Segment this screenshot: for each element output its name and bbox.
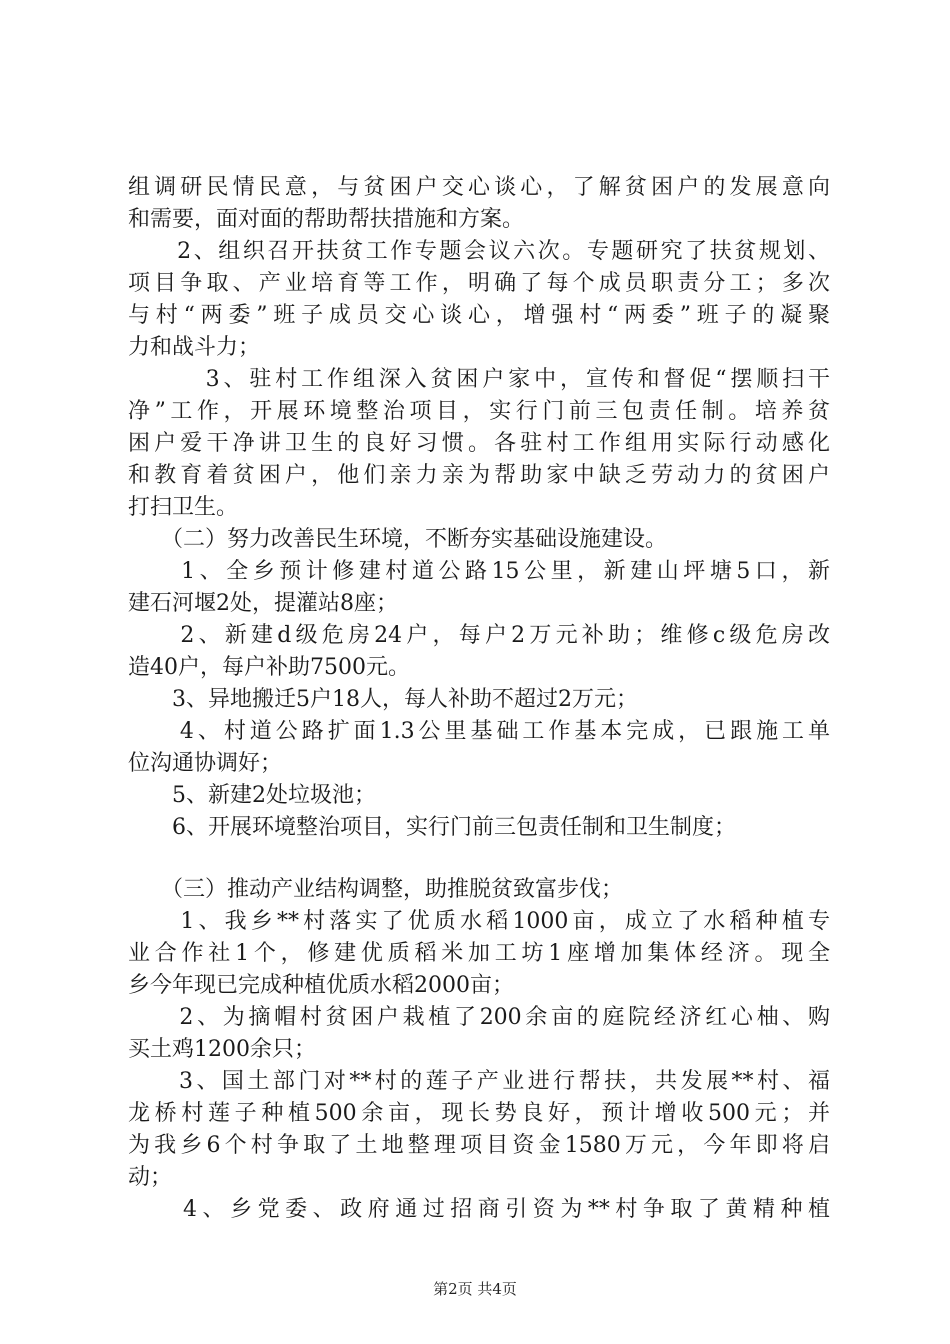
text-line: 1、全乡预计修建村道公路15公里，新建山坪塘5口，新 <box>128 559 830 584</box>
text-line: 和教育着贫困户，他们亲力亲为帮助家中缺乏劳动力的贫困户 <box>128 463 830 488</box>
text-line: 建石河堰2处，提灌站8座； <box>128 591 398 616</box>
text-line: 位沟通协调好； <box>128 751 283 776</box>
text-line: 3、异地搬迁5户18人，每人补助不超过2万元； <box>128 687 638 712</box>
text-line: 净”工作，开展环境整治项目，实行门前三包责任制。培养贫 <box>128 399 830 424</box>
text-line: 龙桥村莲子种植500余亩，现长势良好，预计增收500元；并 <box>128 1101 830 1126</box>
text-line: 业合作社1个，修建优质稻米加工坊1座增加集体经济。现全 <box>128 941 830 966</box>
text-line: 6、开展环境整治项目，实行门前三包责任制和卫生制度； <box>128 815 736 840</box>
page-number-footer: 第2页 共4页 <box>433 1280 517 1298</box>
text-line: 买土鸡1200余只； <box>128 1037 316 1062</box>
text-line: 3、国土部门对**村的莲子产业进行帮扶，共发展**村、福 <box>128 1069 830 1094</box>
text-line: 2、组织召开扶贫工作专题会议六次。专题研究了扶贫规划、 <box>128 239 830 264</box>
text-line: 与村“两委”班子成员交心谈心，增强村“两委”班子的凝聚 <box>128 303 830 328</box>
text-line: 困户爱干净讲卫生的良好习惯。各驻村工作组用实际行动感化 <box>128 431 830 456</box>
text-line: 5、新建2处垃圾池； <box>128 783 376 808</box>
text-line: 力和战斗力； <box>128 335 261 360</box>
text-line: 为我乡6个村争取了土地整理项目资金1580万元，今年即将启 <box>128 1133 830 1158</box>
section-heading: （二）努力改善民生环境，不断夯实基础设施建设。 <box>128 527 668 552</box>
text-line: 动； <box>128 1165 173 1190</box>
document-body <box>128 172 830 1226</box>
paragraph-gap <box>128 844 830 874</box>
text-line: 造40户，每户补助7500元。 <box>128 655 410 680</box>
text-line: 组调研民情民意，与贫困户交心谈心，了解贫困户的发展意向 <box>128 175 830 200</box>
text-line: 打扫卫生。 <box>128 495 239 520</box>
text-line: 1、我乡**村落实了优质水稻1000亩，成立了水稻种植专 <box>128 909 830 934</box>
text-line: 和需要，面对面的帮助帮扶措施和方案。 <box>128 207 525 232</box>
text-line: 4、乡党委、政府通过招商引资为**村争取了黄精种植 <box>128 1197 830 1222</box>
text-line: 项目争取、产业培育等工作，明确了每个成员职责分工；多次 <box>128 271 830 296</box>
text-line: 乡今年现已完成种植优质水稻2000亩； <box>128 973 514 998</box>
text-line: 2、新建d级危房24户，每户2万元补助；维修c级危房改 <box>128 623 830 648</box>
text-line: 2、为摘帽村贫困户栽植了200余亩的庭院经济红心柚、购 <box>128 1005 830 1030</box>
section-heading: （三）推动产业结构调整，助推脱贫致富步伐； <box>128 877 624 902</box>
text-line: 4、村道公路扩面1.3公里基础工作基本完成，已跟施工单 <box>128 719 830 744</box>
text-line: 3、驻村工作组深入贫困户家中，宣传和督促“摆顺扫干 <box>128 367 830 392</box>
